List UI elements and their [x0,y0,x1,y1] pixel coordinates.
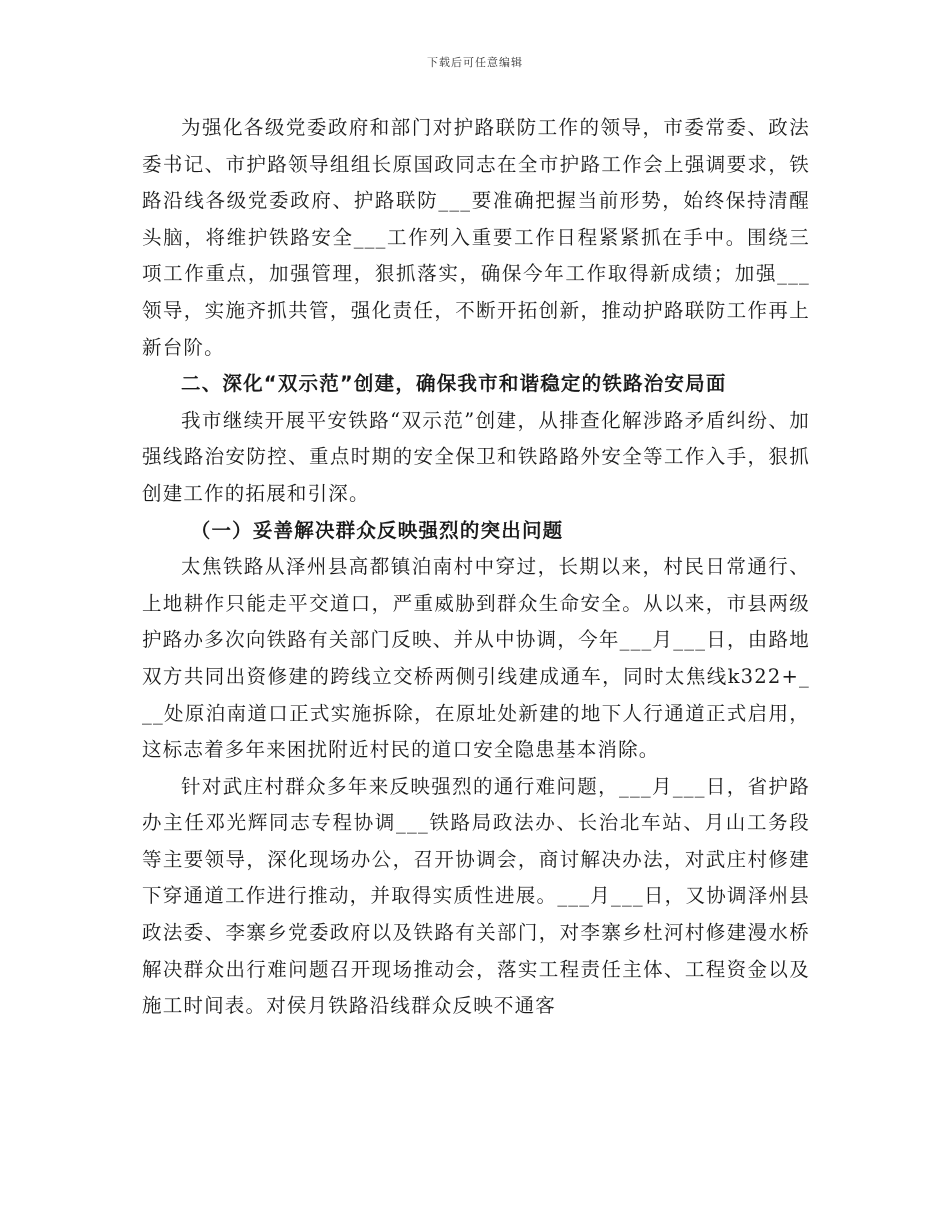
page-header: 下载后可任意编辑 [427,56,523,69]
paragraph-wuzhuang-village: 针对武庄村群众多年来反映强烈的通行难问题，___月___日，省护路办主任邓光辉同志专程协调___铁路局政法办、长治北车站、月山工务段等主要领导，深化现场办公，召开协调会，商讨解决办法，对武庄村修建下穿通道工作进行推动，并取得实质性进展。___月___日，又协调泽州县政法委、李寨乡党委政府以及铁路有关部门，对李寨乡杜河村修建漫水桥解决群众出行难问题召开现场推动会，落实工程责任主体、工程资金以及施工时间表。对侯月铁路沿线群众反映不通客 [142,774,810,1018]
section-heading-2: 二、深化“双示范”创建，确保我市和谐稳定的铁路治安局面 [181,372,727,396]
paragraph-double-demo: 我市继续开展平安铁路“双示范”创建，从排查化解涉路矛盾纠纷、加强线路治安防控、重点时期的安全保卫和铁路路外安全等工作入手，狠抓创建工作的拓展和引深。 [142,408,810,505]
document-body [142,110,810,1025]
paragraph-leadership: 为强化各级党委政府和部门对护路联防工作的领导，市委常委、政法委书记、市护路领导组组长原国政同志在全市护路工作会上强调要求，铁路沿线各级党委政府、护路联防___要准确把握当前形势，始终保持清醒头脑，将维护铁路安全___工作列入重要工作日程紧紧抓在手中。围绕三项工作重点，加强管理，狠抓落实，确保今年工作取得新成绩；加强___领导，实施齐抓共管，强化责任，不断开拓创新，推动护路联防工作再上新台阶。 [142,116,810,359]
paragraph-taijiao-railway: 太焦铁路从泽州县高都镇泊南村中穿过，长期以来，村民日常通行、上地耕作只能走平交道口，严重威胁到群众生命安全。从以来，市县两级护路办多次向铁路有关部门反映、并从中协调，今年___月___日，由路地双方共同出资修建的跨线立交桥两侧引线建成通车，同时太焦线k322+___处原泊南道口正式实施拆除，在原址处新建的地下人行通道正式启用，这标志着多年来困扰附近村民的道口安全隐患基本消除。 [142,555,810,762]
subsection-heading-1: （一）妥善解决群众反映强烈的突出问题 [190,518,564,542]
